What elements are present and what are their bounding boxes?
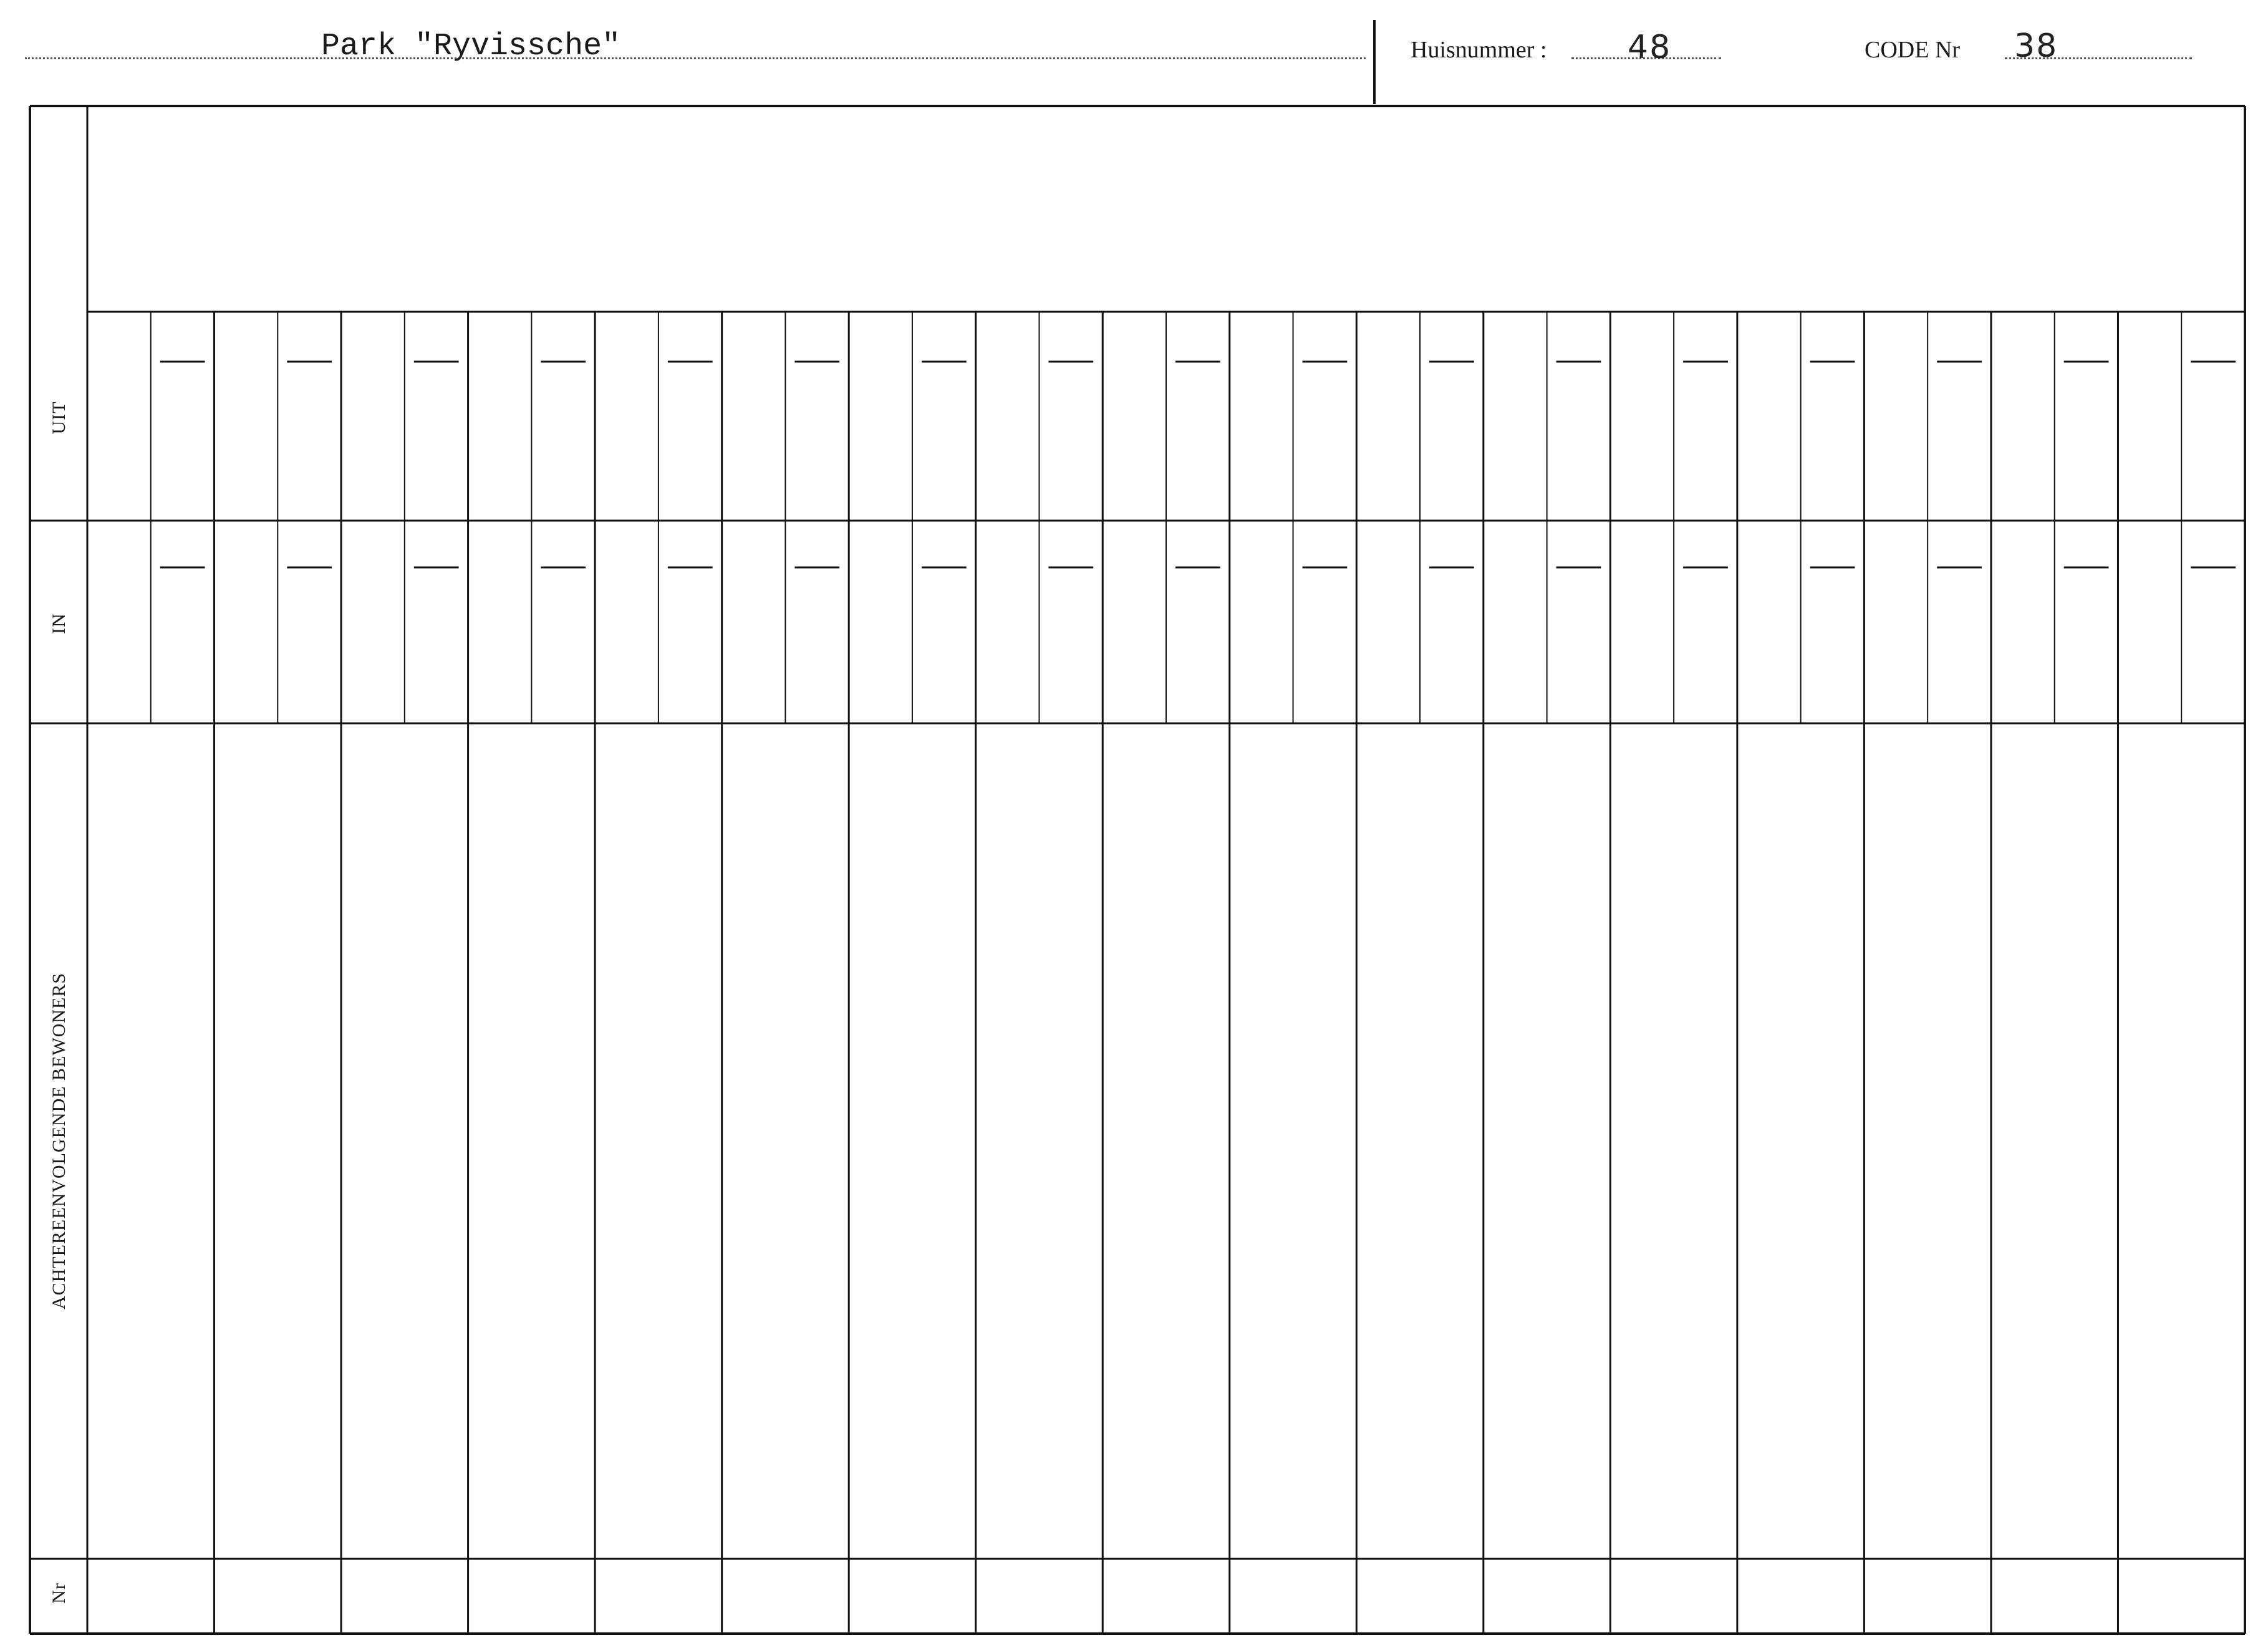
code-value: 38 (2014, 27, 2058, 65)
street-name: Park "Ryvissche" (321, 29, 621, 64)
code-label: CODE Nr (1865, 37, 1961, 63)
uit-row-label: UIT (49, 401, 69, 435)
nr-row-label: Nr (49, 1583, 69, 1604)
in-row-label: IN (49, 613, 69, 634)
house-number-value: 48 (1628, 29, 1672, 66)
residents-row-label: ACHTEREENVOLGENDE BEWONERS (49, 972, 69, 1310)
house-number-label: Huisnummer : (1411, 37, 1547, 63)
